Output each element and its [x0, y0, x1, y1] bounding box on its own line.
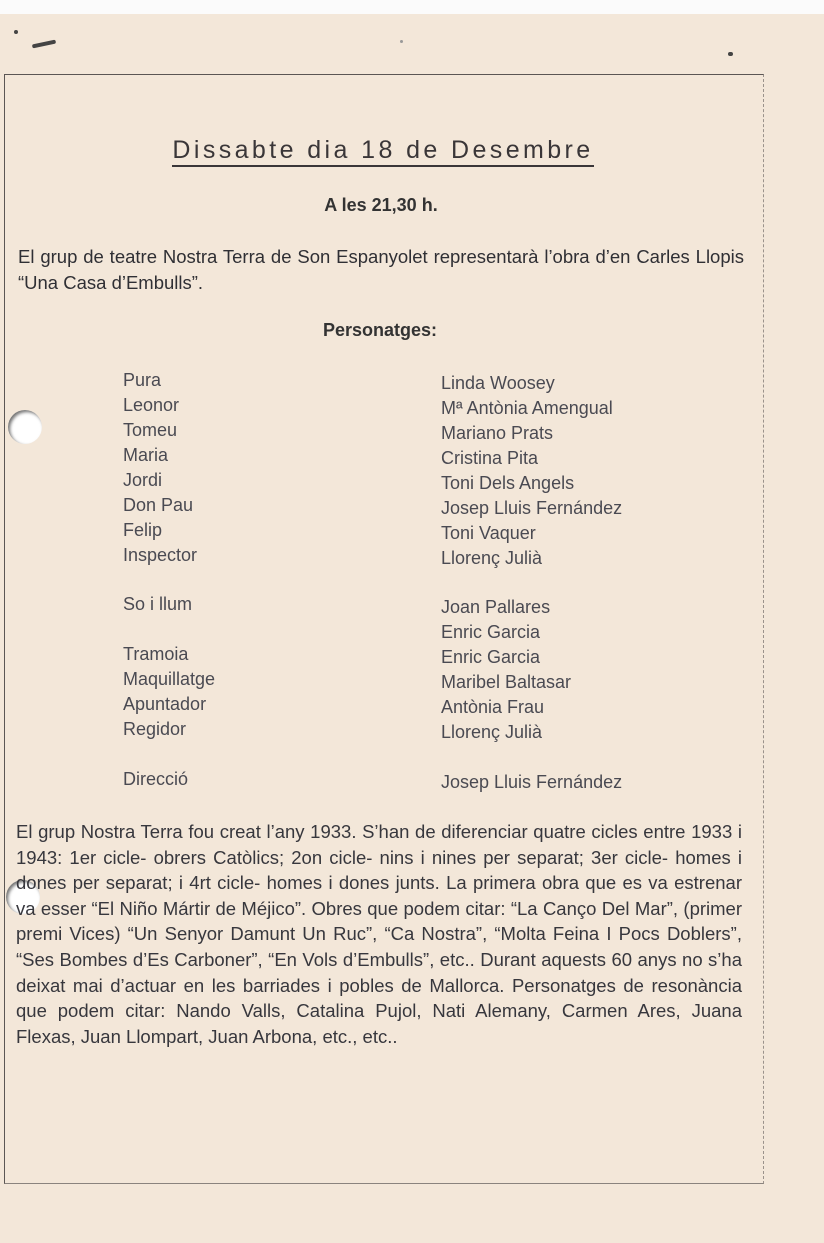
cast-role: Don Pau — [123, 495, 194, 515]
cast-role: Maria — [123, 445, 169, 465]
cast-actor: Toni Dels Angels — [441, 473, 575, 493]
crew-role: So i llum — [123, 594, 193, 614]
page-top-edge — [0, 0, 824, 14]
cast-role: Felip — [123, 520, 163, 540]
cast-actor: Mª Antònia Amengual — [441, 398, 613, 418]
event-time: A les 21,30 h. — [324, 195, 438, 215]
punch-hole-top — [8, 410, 42, 444]
cast-actor: Mariano Prats — [441, 423, 554, 443]
crew-member: Maribel Baltasar — [441, 672, 572, 692]
cast-role: Inspector — [123, 545, 198, 565]
cast-role: Jordi — [123, 470, 163, 490]
cast-role: Pura — [123, 370, 162, 390]
crew-member: Enric Garcia — [441, 622, 541, 642]
cast-actor: Llorenç Julià — [441, 548, 543, 568]
ink-speck — [400, 40, 403, 43]
crew-role: Tramoia — [123, 644, 189, 664]
cast-role: Leonor — [123, 395, 180, 415]
direction-name: Josep Lluis Fernández — [441, 772, 623, 792]
cast-role: Tomeu — [123, 420, 178, 440]
crew-member: Llorenç Julià — [441, 722, 543, 742]
crew-member: Antònia Frau — [441, 697, 545, 717]
cast-actor: Linda Woosey — [441, 373, 555, 393]
ink-speck — [32, 40, 56, 49]
crew-member: Enric Garcia — [441, 647, 541, 667]
cast-actor: Josep Lluis Fernández — [441, 498, 623, 518]
crew-role: Apuntador — [123, 694, 207, 714]
crew-role: Maquillatge — [123, 669, 216, 689]
event-date-title — [0, 136, 766, 165]
history-paragraph: El grup Nostra Terra fou creat l’any 1933. S’han de diferenciar quatre cicles entre 1933 i 1943: 1er cicle- obrers Catòlics; 2on cicle- nins i nines per separat; 3er cicle- homes i dones per separat; i 4rt cicle- homes i dones junts. La primera obra que es va estrenar va esser “El Niño Mártir de Méjico”. Obres que podem citar: “La Canço Del Mar”, (primer premi Vices) “Un Senyor Damunt Un Ruc”, “Ca Nostra”, “Molta Feina I Pocs Doblers”, “Ses Bombes d’Es Carboner”, “En Vols d’Embulls”, etc.. Durant aquests 60 anys no s’ha deixat mai d’actuar en les barriades i pobles de Mallorca. Personatges de resonància que podem citar: Nando Valls, Catalina Pujol, Nati Alemany, Carmen Ares, Juana Flexas, Juan Llompart, Juan Arbona, etc., etc.. — [16, 821, 742, 1047]
cast-actor: Cristina Pita — [441, 448, 539, 468]
ink-speck — [14, 30, 18, 34]
ink-speck — [728, 52, 733, 56]
cast-actor: Toni Vaquer — [441, 523, 536, 543]
crew-role: Regidor — [123, 719, 187, 739]
crew-member: Joan Pallares — [441, 597, 551, 617]
event-date-title-text: Dissabte dia 18 de Desembre — [172, 136, 593, 167]
cast-heading: Personatges: — [322, 320, 438, 340]
direction-role: Direcció — [123, 769, 189, 789]
intro-paragraph: El grup de teatre Nostra Terra de Son Espanyolet representarà l’obra d’en Carles Llopis “Una Casa d’Embulls”. — [18, 246, 744, 293]
